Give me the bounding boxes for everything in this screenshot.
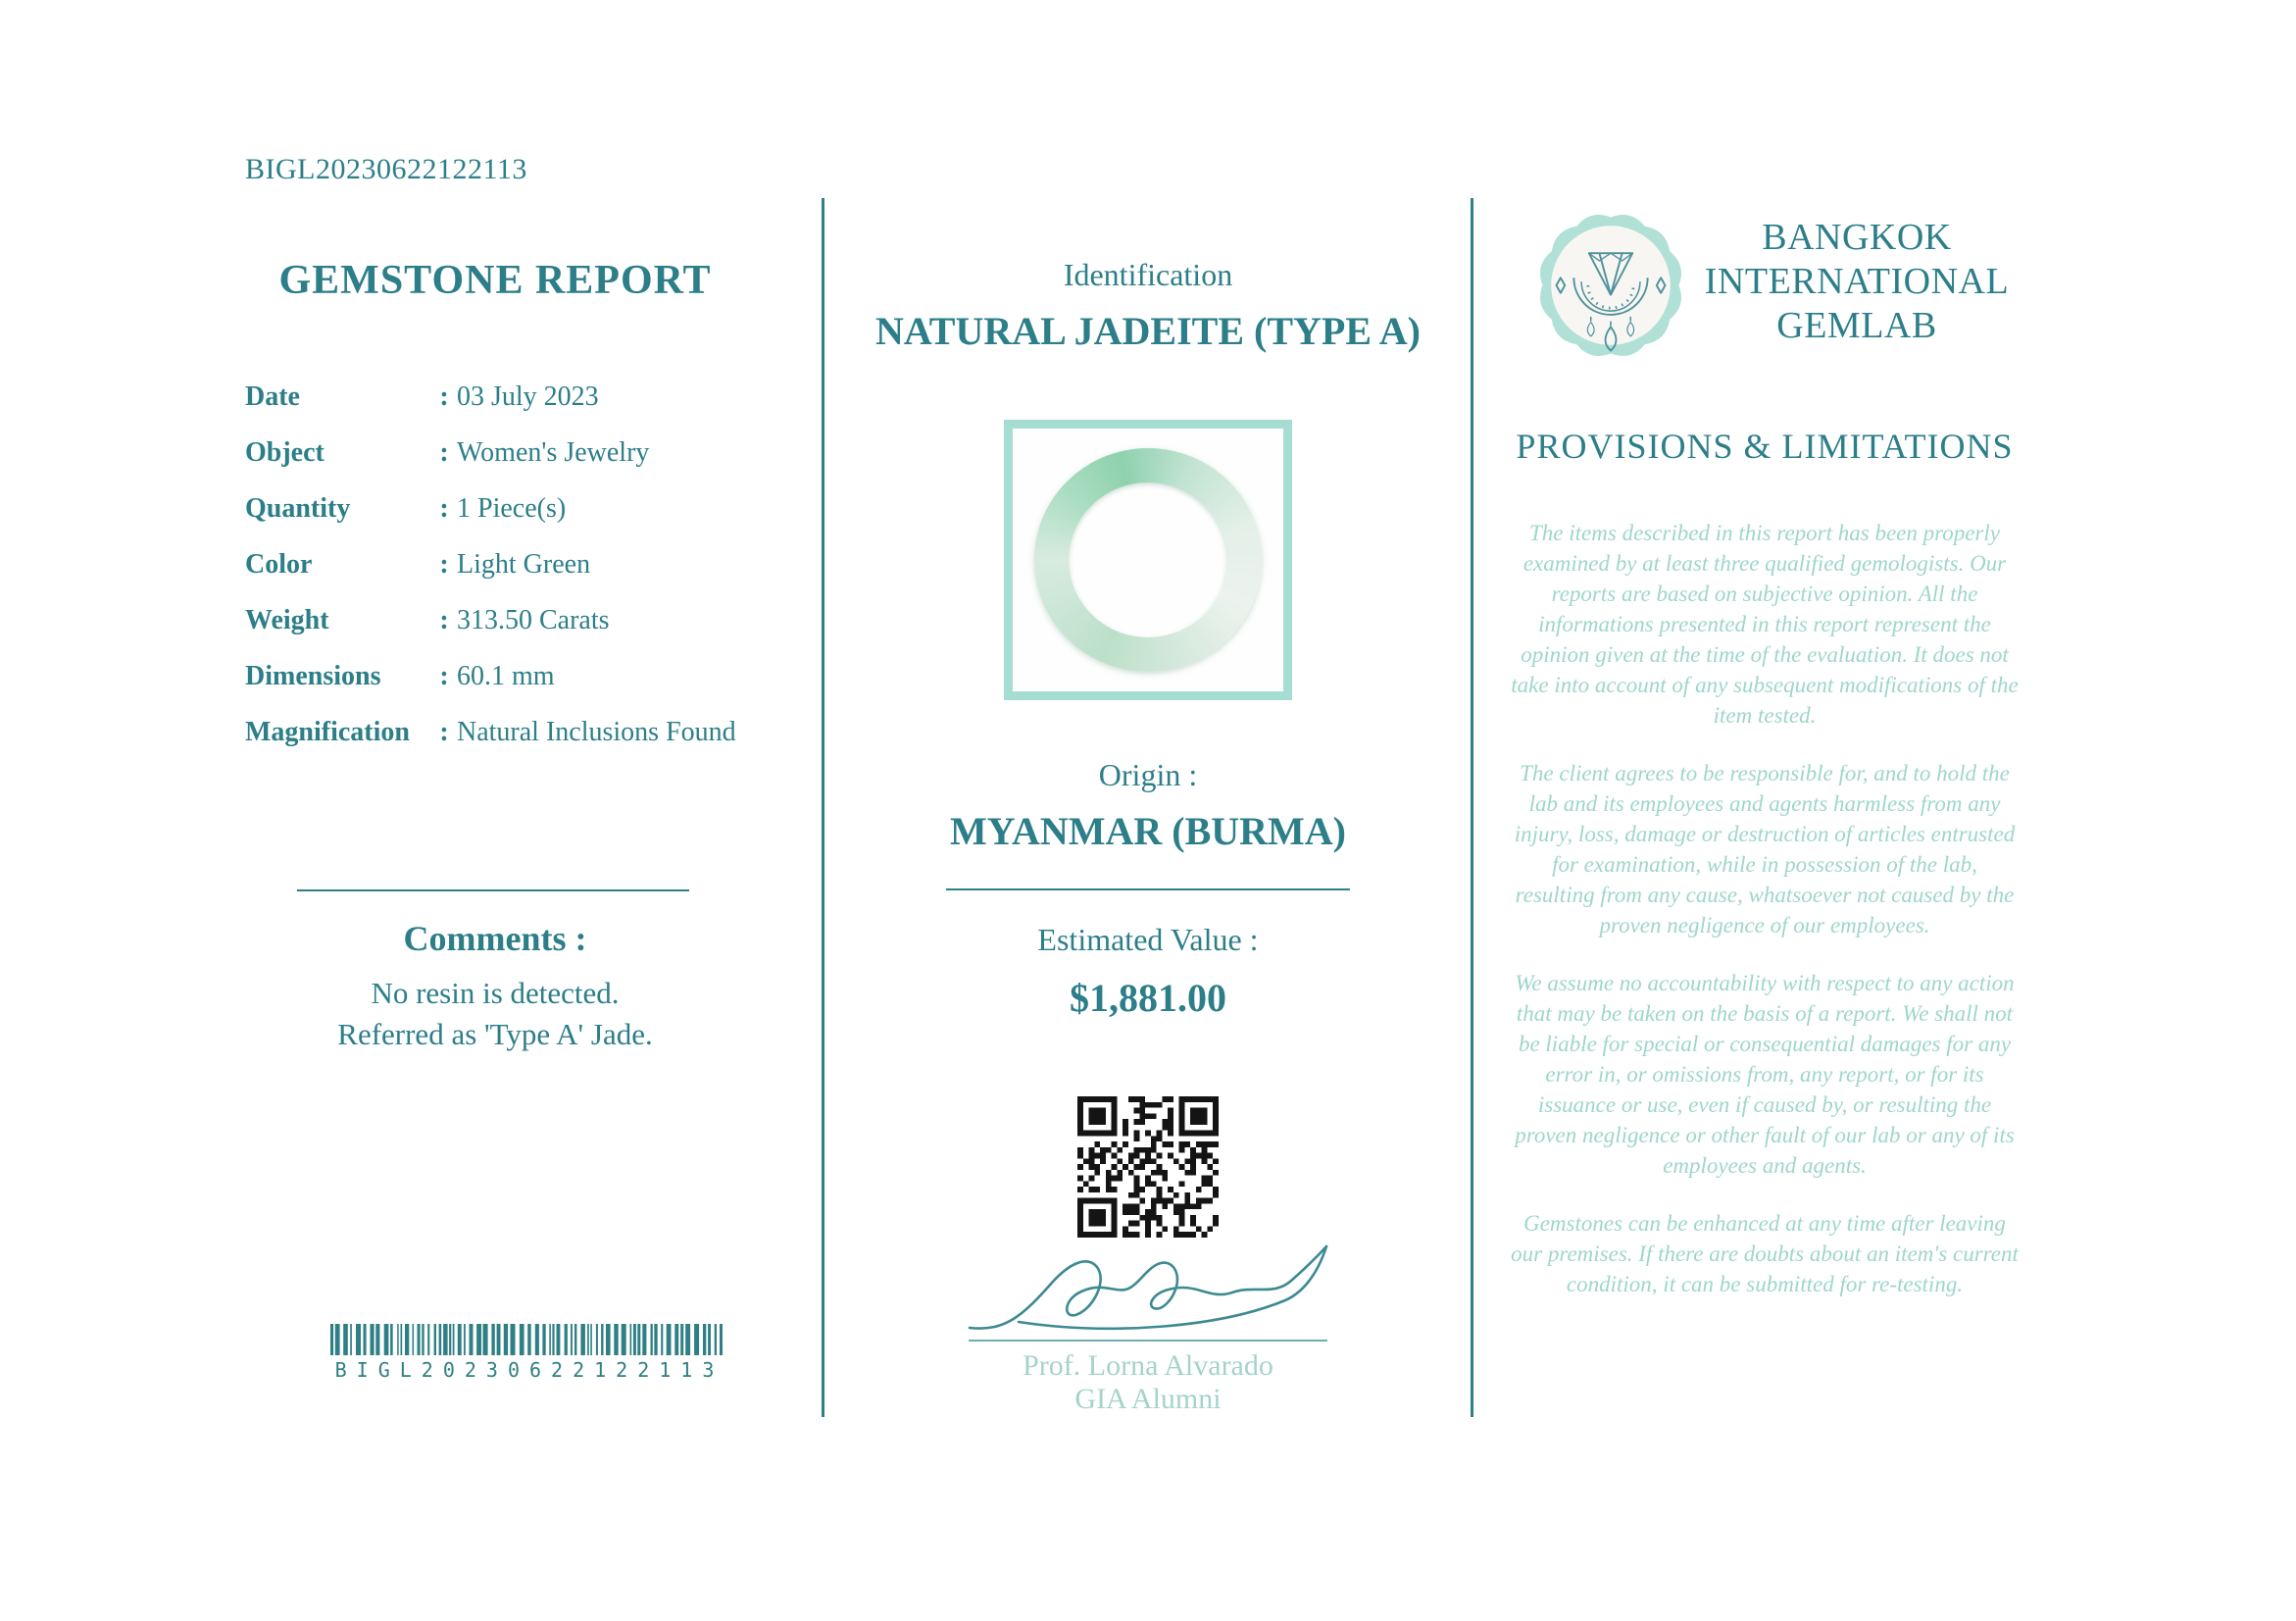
comments-text bbox=[245, 973, 745, 1055]
field-row-color bbox=[245, 536, 779, 592]
field-row-weight bbox=[245, 592, 779, 648]
field-label: Weight bbox=[245, 604, 329, 635]
field-value: 313.50 Carats bbox=[457, 604, 610, 635]
field-row-date bbox=[245, 369, 779, 425]
field-label: Dimensions bbox=[245, 660, 381, 691]
lab-name-line-3: GEMLAB bbox=[1776, 305, 1937, 346]
signer-title: GIA Alumni bbox=[1074, 1383, 1222, 1415]
comments-line-2: Referred as 'Type A' Jade. bbox=[337, 1017, 653, 1051]
field-colon: : bbox=[439, 548, 449, 580]
gem-photo-frame bbox=[1004, 420, 1292, 700]
lab-header bbox=[1510, 204, 2020, 367]
lab-name bbox=[1694, 204, 2020, 367]
qr-code-container bbox=[1077, 1096, 1219, 1238]
field-value: 1 Piece(s) bbox=[457, 492, 567, 524]
field-label: Date bbox=[245, 380, 300, 412]
estimated-value-label: Estimated Value : bbox=[1037, 922, 1259, 957]
field-value: Light Green bbox=[457, 548, 591, 580]
signature-icon bbox=[962, 1240, 1334, 1342]
lab-name-line-1: BANGKOK bbox=[1762, 217, 1952, 258]
field-colon: : bbox=[439, 660, 449, 691]
lab-name-line-2: INTERNATIONAL bbox=[1704, 261, 2010, 302]
field-label: Object bbox=[245, 436, 324, 468]
estimated-value-amount: $1,881.00 bbox=[1070, 976, 1226, 1020]
field-colon: : bbox=[439, 716, 449, 747]
field-row-dimensions bbox=[245, 648, 779, 704]
signature-line bbox=[969, 1340, 1327, 1342]
provisions-paragraph-3: We assume no accountability with respect to any action that may be taken on the basis of a report. We shall not be liable for special or consequential damages for any error in, or omissions from, any report, or for its issuance or use, even if caused by, or resulting the proven negligence or other fault of our lab or any of its employees and agents. bbox=[1515, 971, 2015, 1178]
field-row-quantity bbox=[245, 481, 779, 536]
comments-heading: Comments : bbox=[403, 919, 587, 958]
value-divider-line bbox=[946, 888, 1350, 890]
signer-name: Prof. Lorna Alvarado bbox=[1023, 1349, 1273, 1382]
gem-pendant-badge-icon bbox=[1527, 204, 1694, 367]
field-label: Quantity bbox=[245, 492, 351, 524]
field-label: Color bbox=[245, 548, 313, 580]
field-value: Women's Jewelry bbox=[457, 436, 650, 468]
comments-line-1: No resin is detected. bbox=[371, 976, 620, 1010]
origin-label: Origin : bbox=[1098, 757, 1198, 792]
field-colon: : bbox=[439, 436, 449, 468]
identification-heading: Identification bbox=[1063, 257, 1233, 292]
jade-bangle-photo bbox=[1034, 448, 1262, 672]
comments-divider-line bbox=[297, 889, 689, 891]
barcode-bars bbox=[330, 1324, 728, 1355]
report-title: GEMSTONE REPORT bbox=[278, 258, 712, 303]
field-value: 03 July 2023 bbox=[457, 380, 599, 412]
identification-result: NATURAL JADEITE (TYPE A) bbox=[875, 309, 1421, 353]
provisions-text bbox=[1510, 518, 2020, 1327]
report-number: BIGL20230622122113 bbox=[245, 153, 527, 185]
field-colon: : bbox=[439, 492, 449, 524]
origin-value: MYANMAR (BURMA) bbox=[949, 809, 1346, 853]
field-row-magnification bbox=[245, 704, 779, 760]
provisions-paragraph-2: The client agrees to be responsible for, and to hold the lab and its employees and agents harmless from any injury, loss, damage or destruction of articles entrusted for examination, while in possession of the lab, resulting from any cause, whatsoever not caused by the proven negligence of our employees. bbox=[1514, 761, 2016, 937]
field-value: Natural Inclusions Found bbox=[457, 716, 736, 747]
field-value: 60.1 mm bbox=[457, 660, 555, 691]
barcode-text: BIGL20230622122113 bbox=[334, 1358, 724, 1382]
field-colon: : bbox=[439, 380, 449, 412]
field-colon: : bbox=[439, 604, 449, 635]
field-row-object bbox=[245, 425, 779, 481]
report-fields-table bbox=[245, 369, 779, 760]
barcode bbox=[330, 1324, 728, 1382]
provisions-paragraph-4: Gemstones can be enhanced at any time after leaving our premises. If there are doubts about an item's current condition, it can be submitted for re-testing. bbox=[1511, 1211, 2019, 1296]
provisions-paragraph-1: The items described in this report has been properly examined by at least three qualified gemologists. Our reports are based on subjective opinion. All the informations presented in this report represent the opinion given at the time of the evaluation. It does not take into account of any subsequent modifications of the item tested. bbox=[1511, 521, 2019, 728]
provisions-heading: PROVISIONS & LIMITATIONS bbox=[1516, 427, 2014, 466]
field-label: Magnification bbox=[245, 716, 410, 747]
qr-code bbox=[1077, 1096, 1219, 1238]
